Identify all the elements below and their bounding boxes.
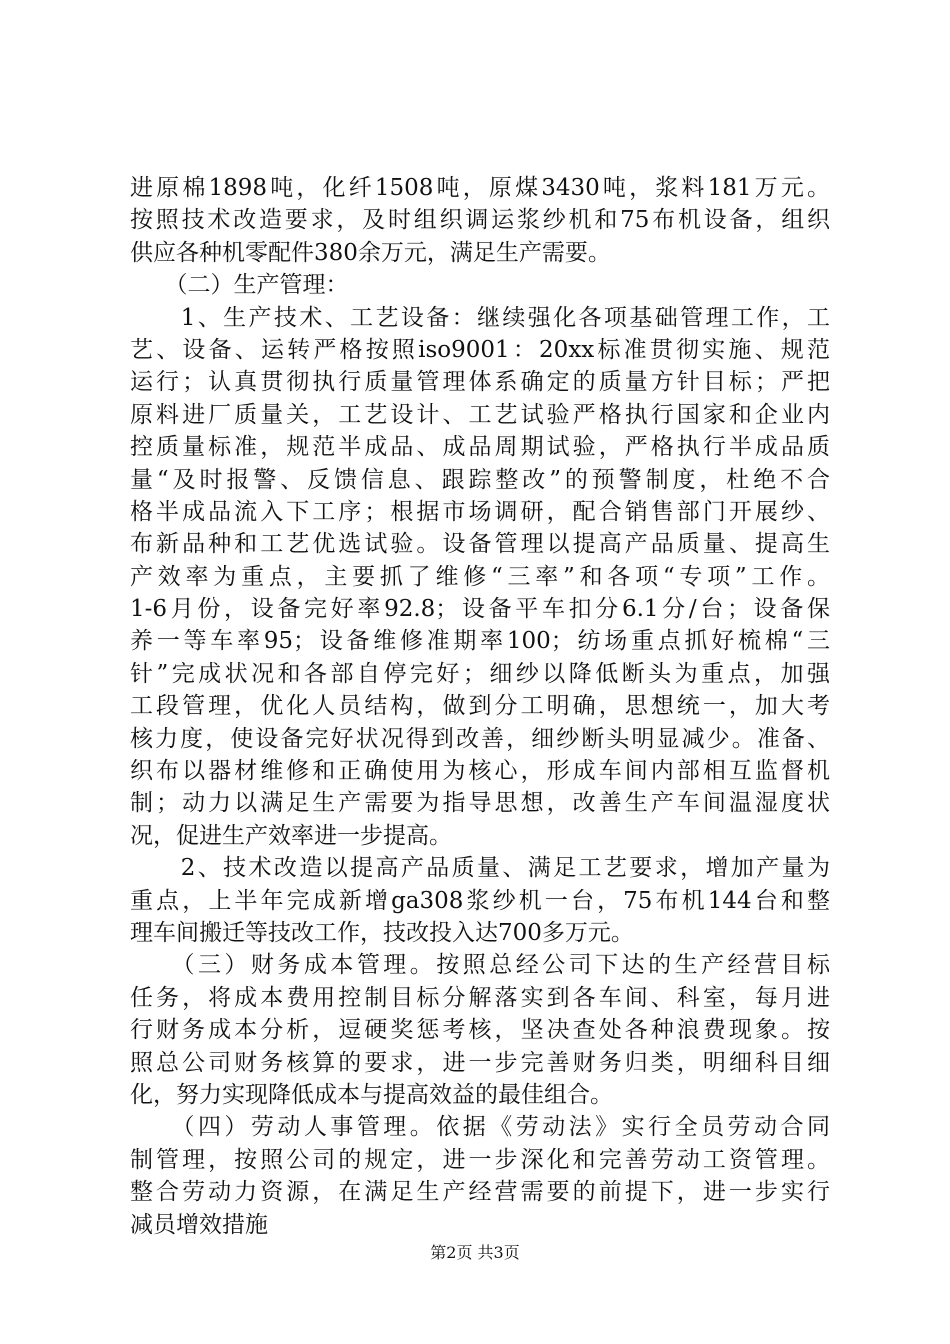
text-line: 1-6月份，设备完好率92.8；设备平车扣分6.1分/台；设备保 <box>130 596 830 623</box>
text-line: 化，努力实现降低成本与提高效益的最佳组合。 <box>130 1081 613 1108</box>
text-line: 养一等车率95；设备维修准期率100；纺场重点抓好梳棉“三 <box>130 628 830 655</box>
section-heading: （二）生产管理： <box>130 272 349 299</box>
text-line: 整合劳动力资源，在满足生产经营需要的前提下，进一步实行 <box>130 1179 830 1206</box>
text-line: （三）财务成本管理。按照总经公司下达的生产经营目标 <box>130 952 830 979</box>
text-line: 工段管理，优化人员结构，做到分工明确，思想统一，加大考 <box>130 693 830 720</box>
text-line: 针”完成状况和各部自停完好；细纱以降低断头为重点，加强 <box>130 660 830 687</box>
text-line: 1、生产技术、工艺设备：继续强化各项基础管理工作，工 <box>130 304 830 331</box>
text-line: 况，促进生产效率进一步提高。 <box>130 822 452 849</box>
body-text <box>130 172 830 1241</box>
text-line: 照总公司财务核算的要求，进一步完善财务归类，明细科目细 <box>130 1049 830 1076</box>
text-line: 运行；认真贯彻执行质量管理体系确定的质量方针目标；严把 <box>130 369 830 396</box>
text-line: 供应各种机零配件380余万元，满足生产需要。 <box>130 239 611 266</box>
text-line: 原料进厂质量关，工艺设计、工艺试验严格执行国家和企业内 <box>130 401 830 428</box>
text-line: 量“及时报警、反馈信息、跟踪整改”的预警制度，杜绝不合 <box>130 466 830 493</box>
text-line: 按照技术改造要求，及时组织调运浆纱机和75布机设备，组织 <box>130 207 830 234</box>
text-line: 制管理，按照公司的规定，进一步深化和完善劳动工资管理。 <box>130 1146 830 1173</box>
text-line: 控质量标准，规范半成品、成品周期试验，严格执行半成品质 <box>130 434 830 461</box>
text-line: 艺、设备、运转严格按照iso9001：20xx标准贯彻实施、规范 <box>130 336 830 363</box>
text-line: （四）劳动人事管理。依据《劳动法》实行全员劳动合同 <box>130 1114 830 1141</box>
text-line: 任务，将成本费用控制目标分解落实到各车间、科室，每月进 <box>130 984 830 1011</box>
text-line: 进原棉1898吨，化纤1508吨，原煤3430吨，浆料181万元。 <box>130 175 830 201</box>
text-line: 制；动力以满足生产需要为指导思想，改善生产车间温湿度状 <box>130 790 830 817</box>
text-line: 重点，上半年完成新增ga308浆纱机一台，75布机144台和整 <box>130 887 830 914</box>
text-line: 布新品种和工艺优选试验。设备管理以提高产品质量、提高生 <box>130 531 830 558</box>
page-number-footer: 第2页 共3页 <box>430 1243 520 1262</box>
text-line: 2、技术改造以提高产品质量、满足工艺要求，增加产量为 <box>130 855 830 882</box>
text-line: 理车间搬迁等技改工作，技改投入达700多万元。 <box>130 919 634 946</box>
text-line: 核力度，使设备完好状况得到改善，细纱断头明显减少。准备、 <box>130 725 830 752</box>
text-line: 行财务成本分析，逗硬奖惩考核，坚决查处各种浪费现象。按 <box>130 1017 830 1044</box>
text-line: 减员增效措施 <box>130 1211 268 1238</box>
text-line: 产效率为重点，主要抓了维修“三率”和各项“专项”工作。 <box>130 563 830 590</box>
text-line: 织布以器材维修和正确使用为核心，形成车间内部相互监督机 <box>130 758 830 785</box>
text-line: 格半成品流入下工序；根据市场调研，配合销售部门开展纱、 <box>130 498 830 525</box>
